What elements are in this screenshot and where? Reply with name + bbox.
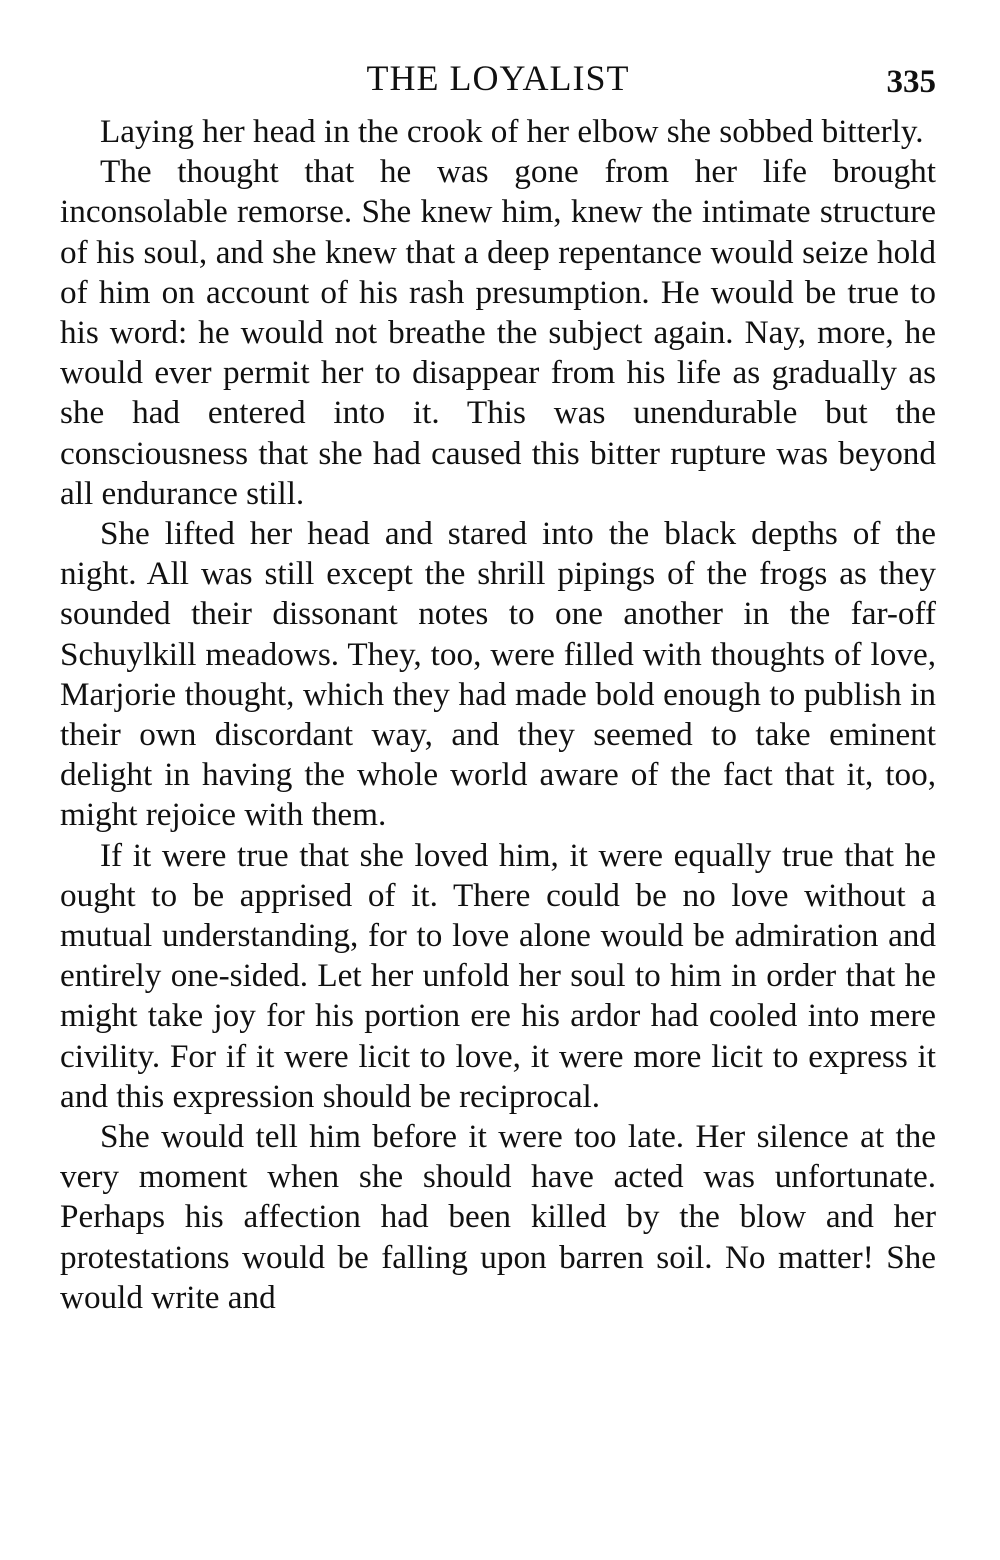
running-head (60, 56, 936, 112)
running-title: THE LOYALIST (366, 58, 630, 98)
body-text (60, 112, 936, 1318)
page-number: 335 (886, 64, 936, 100)
paragraph: She lifted her head and stared into the black depths of the night. All was still except the shrill pipings of the frogs as they sounded their dissonant notes to one another in the far-off Schuylkill meadows. They, too, were filled with thoughts of love, Marjorie thought, which they had made bold enough to publish in their own discordant way, and they seemed to take eminent delight in having the whole world aware of the fact that it, too, might rejoice with them. (60, 515, 936, 834)
paragraph: If it were true that she loved him, it were equally true that he ought to be apprised of it. There could be no love without a mutual understanding, for to love alone would be admiration and entirely one-sided. Let her unfold her soul to him in order that he might take joy for his portion ere his ardor had cooled into mere civility. For if it were licit to love, it were more licit to express it and this expression should be reciprocal. (60, 836, 936, 1115)
paragraph: She would tell him before it were too late. Her silence at the very moment when she should have acted was unfortunate. Perhaps his affection had been killed by the blow and her protestations would be falling upon barren soil. No matter! She would write and (60, 1118, 936, 1316)
paragraph: The thought that he was gone from her life brought inconsolable remorse. She knew him, knew the intimate structure of his soul, and she knew that a deep repentance would seize hold of him on account of his rash presumption. He would be true to his word: he would not breathe the subject again. Nay, more, he would ever permit her to disappear from his life as gradually as she had entered into it. This was unendurable but the consciousness that she had caused this bitter rupture was beyond all endurance still. (60, 153, 936, 512)
book-page (60, 56, 936, 1318)
paragraph: Laying her head in the crook of her elbow she sobbed bitterly. (100, 113, 924, 150)
